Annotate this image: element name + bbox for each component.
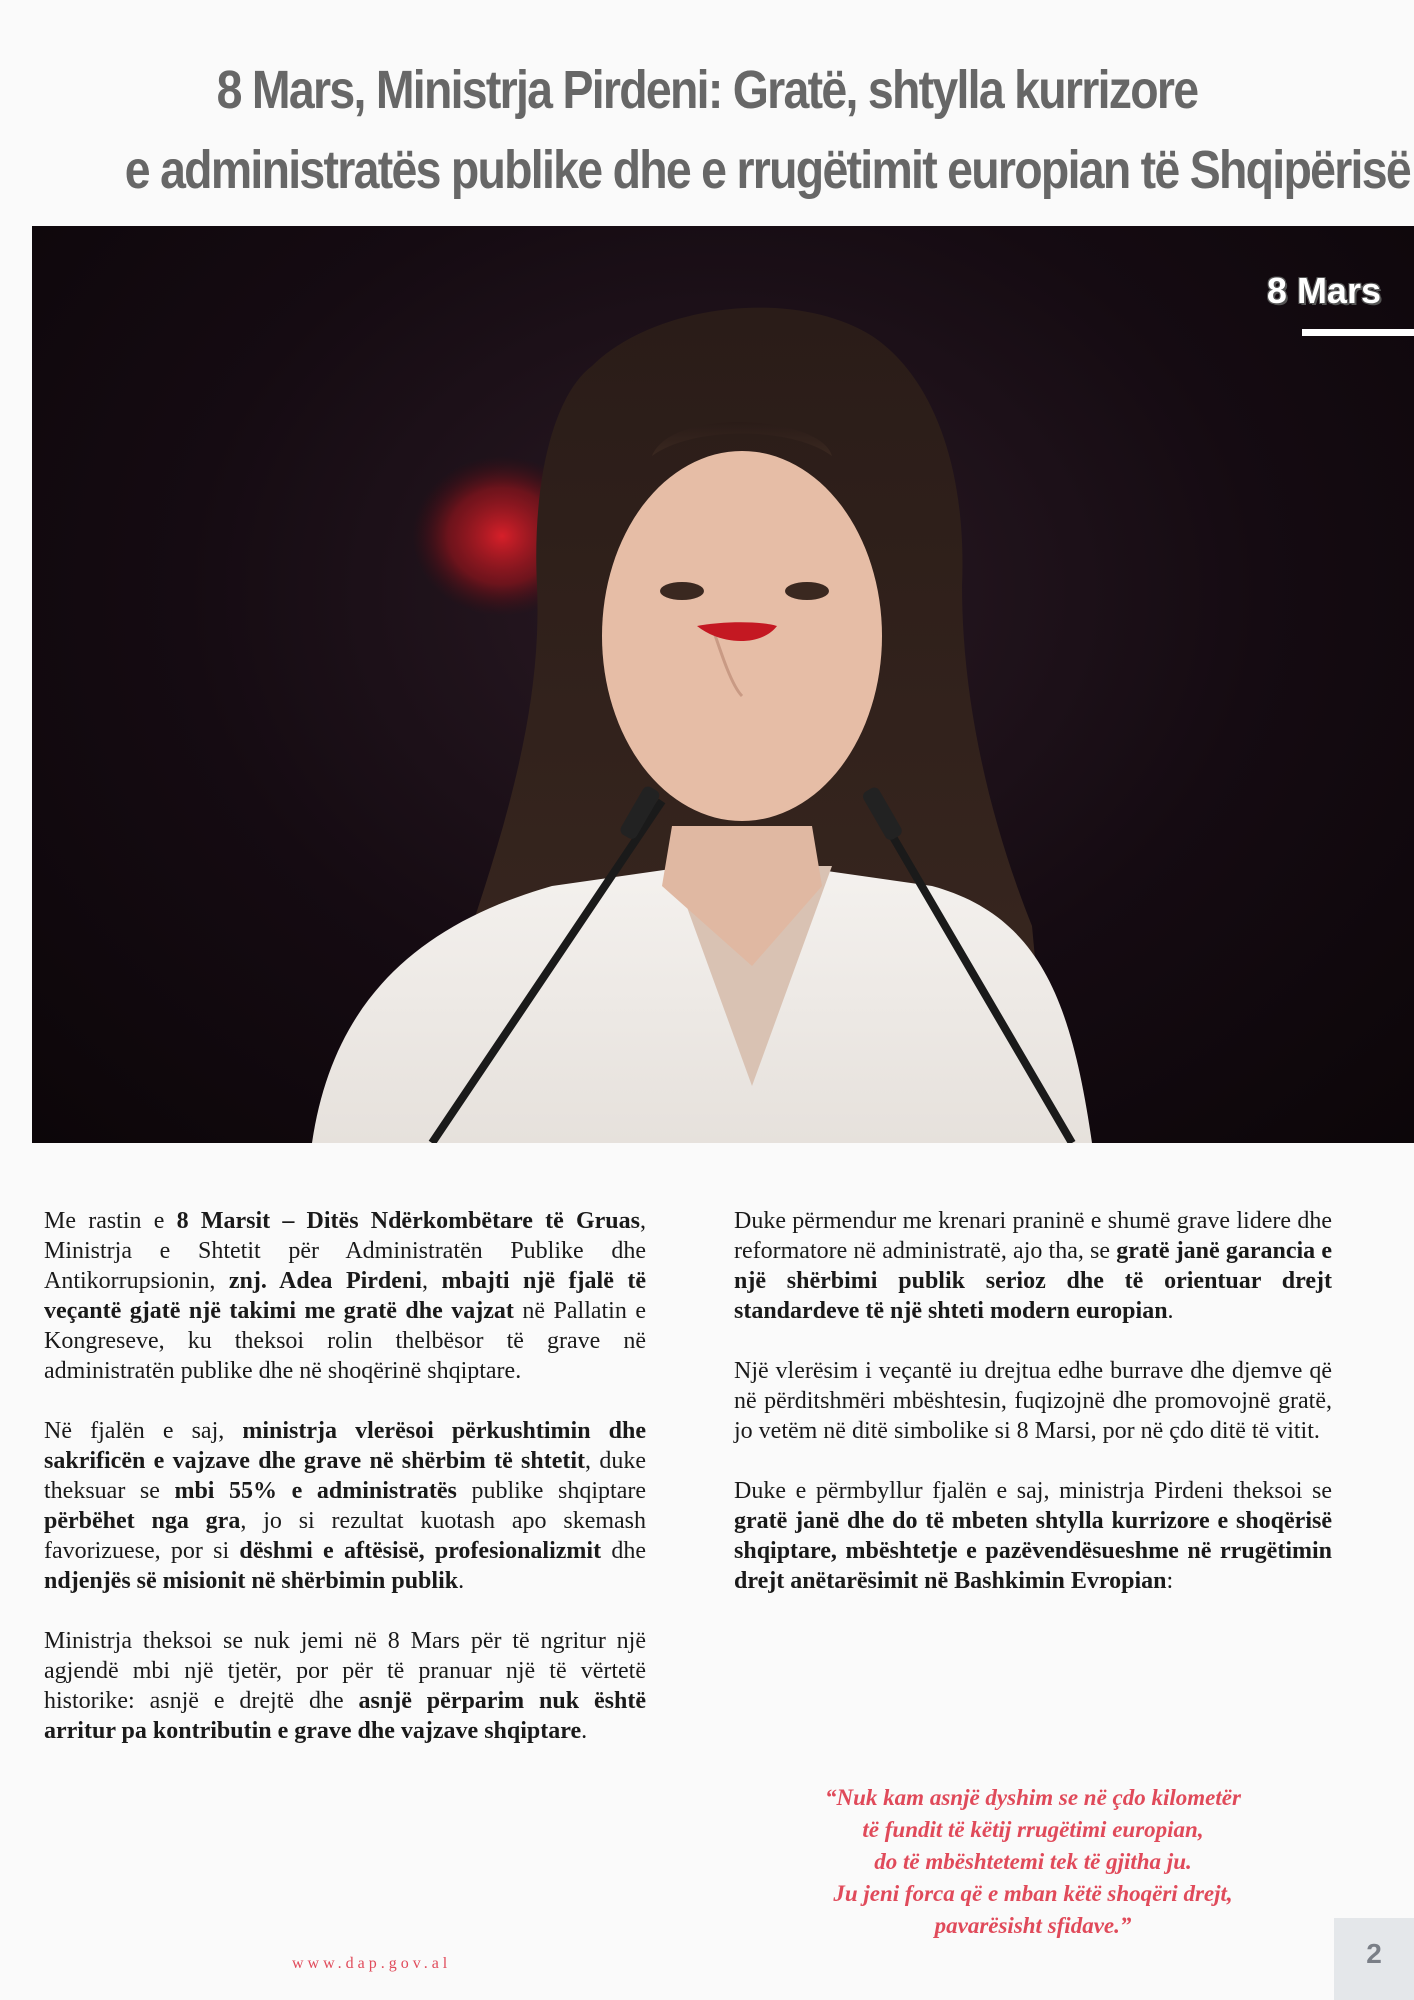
text-segment: . (1167, 1298, 1174, 1324)
text-segment: në Pallatin e Kongreseve, ku theksoi rolin thelbësor të grave në administratën publike dhe në shoqërinë shqiptare. (44, 1298, 646, 1384)
speaker-photo (32, 226, 1414, 1143)
quote-line-5: pavarësisht sfidave.” (934, 1913, 1132, 1938)
text-segment: gratë janë garancia e një shërbimi publik serioz dhe të orientuar drejt standardeve të një shteti modern europian (734, 1238, 1332, 1324)
right-column (734, 1206, 1332, 1626)
page-number-box (1334, 1918, 1414, 2000)
text-segment: asnjë përparim nuk është arritur pa kontributin e grave dhe vajzave shqiptare (44, 1688, 647, 1744)
left-paragraph-2 (44, 1416, 646, 1596)
text-segment: mbi 55% e administratës (174, 1478, 457, 1504)
text-segment: Një vlerësim i veçantë iu drejtua edhe burrave dhe djemve që në përditshmëri mbështesin, fuqizojnë dhe promovojnë gratë, jo vetëm në ditë simbolike si 8 Marsi, por në çdo ditë të vitit. (734, 1358, 1332, 1444)
text-segment: , duke theksuar se (44, 1448, 646, 1504)
quote-line-3: do të mbështetemi tek të gjitha ju. (874, 1849, 1192, 1874)
text-segment: Në fjalën e saj, (44, 1418, 243, 1444)
text-segment: dëshmi e aftësisë, profesionalizmit (239, 1538, 602, 1564)
text-segment: , jo si rezultat kuotash apo skemash favorizuese, por si (44, 1508, 646, 1564)
text-segment: dhe (601, 1538, 647, 1564)
pull-quote (734, 1782, 1332, 1942)
tag-underline (1302, 329, 1414, 336)
text-segment: gratë janë dhe do të mbeten shtylla kurrizore e shoqërisë shqiptare, mbështetje e pazëvendësueshme në rrugëtimin drejt anëtarësimit në Bashkimin Evropian (734, 1508, 1332, 1594)
right-paragraph-3 (734, 1476, 1332, 1596)
quote-line-2: të fundit të këtij rrugëtimi europian, (862, 1817, 1204, 1842)
text-segment: , (421, 1268, 442, 1294)
text-segment: ndjenjës së misionit në shërbimin publik (44, 1568, 459, 1594)
right-paragraph-1 (734, 1206, 1332, 1326)
speaker-illustration (32, 226, 1414, 1143)
headline-line-2: e administratës publike dhe e rrugëtimit europian të Shqipërisë (124, 140, 1410, 200)
left-paragraph-1 (44, 1206, 646, 1386)
text-segment: publike shqiptare (456, 1478, 647, 1504)
text-segment: Me rastin e (44, 1208, 177, 1234)
quote-line-4: Ju jeni forca që e mban këtë shoqëri drejt, (833, 1881, 1233, 1906)
text-segment: . (581, 1718, 588, 1744)
text-segment: : (1166, 1568, 1174, 1594)
quote-line-1: “Nuk kam asnjë dyshim se në çdo kilometër (825, 1785, 1241, 1810)
text-segment: Duke përmendur me krenari praninë e shumë grave lidere dhe reformatore në administratë, ajo tha, se (734, 1208, 1332, 1264)
left-column (44, 1206, 646, 1776)
footer-url-link[interactable]: www.dap.gov.al (292, 1955, 452, 1972)
text-segment: , Ministrja e Shtetit për Administratën Publike dhe Antikorrupsionin, (44, 1208, 646, 1294)
photo-tag: 8 Mars (1266, 270, 1381, 311)
right-paragraph-2 (734, 1356, 1332, 1446)
text-segment: Duke e përmbyllur fjalën e saj, ministrja Pirdeni theksoi se (734, 1478, 1332, 1504)
text-segment: znj. Adea Pirdeni (228, 1268, 422, 1294)
text-segment: mbajti një fjalë të veçantë gjatë një takimi me gratë dhe vajzat (44, 1268, 647, 1324)
headline-line-1: 8 Mars, Ministrja Pirdeni: Gratë, shtylla kurrizore (216, 60, 1198, 120)
left-paragraph-3 (44, 1626, 646, 1746)
text-segment: . (458, 1568, 465, 1594)
text-segment: ministrja vlerësoi përkushtimin dhe sakrificën e vajzave dhe grave në shërbim të shtetit (44, 1418, 646, 1474)
text-segment: Ministrja theksoi se nuk jemi në 8 Mars për të ngritur një agjendë mbi një tjetër, por për të pranuar një të vërtetë historike: asnjë e drejtë dhe (44, 1628, 646, 1714)
page-number: 2 (1366, 1938, 1382, 1969)
text-segment: 8 Marsit – Ditës Ndërkombëtare të Gruas (176, 1208, 640, 1234)
article-headline (124, 50, 1410, 210)
text-segment: përbëhet nga gra (44, 1508, 241, 1534)
